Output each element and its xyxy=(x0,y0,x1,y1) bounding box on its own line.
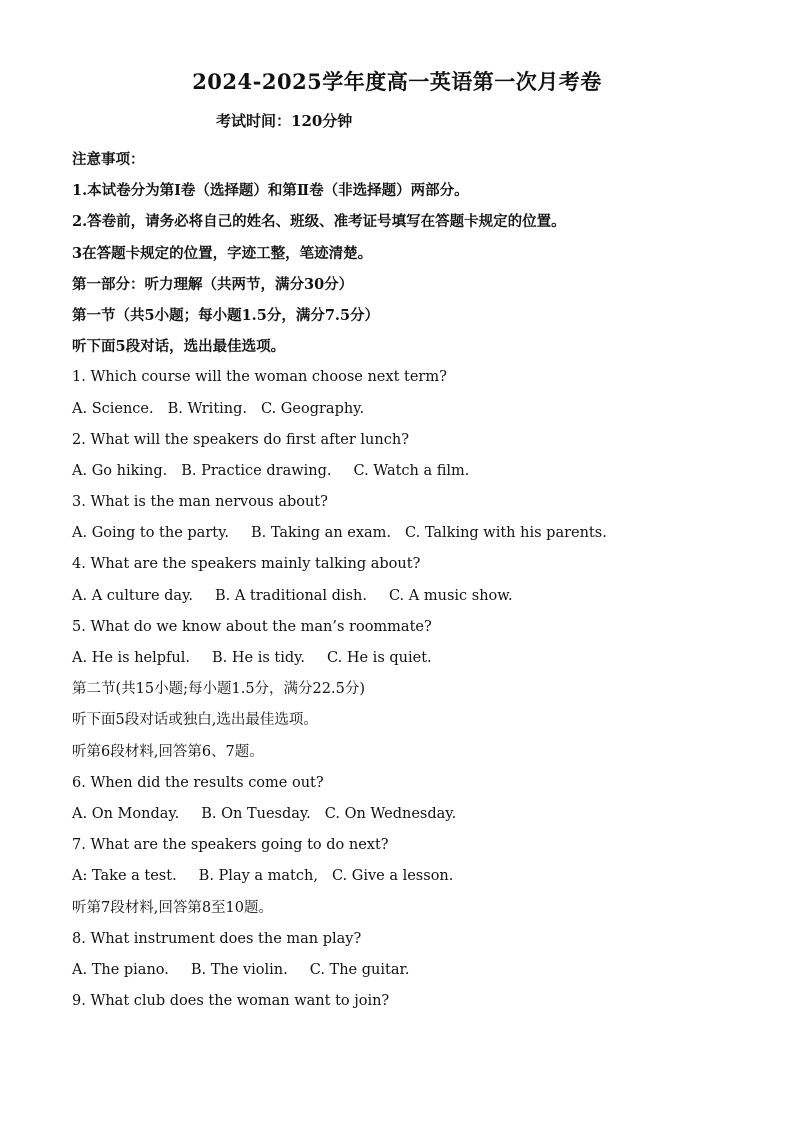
option-a: A. Going to the party. xyxy=(72,525,229,542)
question-4-stem: 4. What are the speakers mainly talking about? xyxy=(72,556,421,573)
question-8-options xyxy=(72,955,752,986)
notes-heading: 注意事项： xyxy=(72,151,145,168)
option-a: A. Go hiking. xyxy=(72,462,168,479)
question-5-stem: 5. What do we know about the man’s roommate? xyxy=(72,618,432,635)
option-a: A. The piano. xyxy=(72,961,169,978)
note-item-2: 2.答卷前，请务必将自己的姓名、班级、准考证号填写在答题卡规定的位置。 xyxy=(72,213,566,231)
question-1-stem: 1. Which course will the woman choose next term? xyxy=(72,369,447,386)
page-title: 2024-2025学年度高一英语第一次月考卷 xyxy=(192,69,602,94)
question-4-options xyxy=(72,581,752,612)
question-2-options xyxy=(72,456,752,487)
option-c: C. A music show. xyxy=(388,587,513,604)
option-c: C. He is quiet. xyxy=(327,650,432,666)
option-b: B. The violin. xyxy=(190,961,288,978)
option-a: A: Take a test. xyxy=(72,868,177,885)
question-7-stem: 7. What are the speakers going to do next? xyxy=(72,837,389,854)
option-c: C. Talking with his parents. xyxy=(405,525,607,542)
section1-heading: 第一节（共5小题；每小题1.5分，满分7.5分） xyxy=(72,306,380,324)
option-b: B. Taking an exam. xyxy=(250,525,392,542)
option-a: A. He is helpful. xyxy=(72,650,191,666)
option-b: B. A traditional dish. xyxy=(214,587,367,604)
question-9-stem: 9. What club does the woman want to join? xyxy=(72,993,390,1010)
note-item-3: 3在答题卡规定的位置，字迹工整，笔迹清楚。 xyxy=(72,244,373,262)
section2-heading: 第二节(共15小题;每小题1.5分，满分22.5分) xyxy=(72,681,365,698)
question-6-options xyxy=(72,799,752,830)
option-a: A. On Monday. xyxy=(72,805,180,822)
exam-content xyxy=(72,144,752,1017)
exam-time: 考试时间：120分钟 xyxy=(216,112,353,130)
part1-heading: 第一部分：听力理解（共两节，满分30分） xyxy=(72,275,354,293)
option-c: C. Watch a film. xyxy=(353,462,470,479)
option-b: B. Play a match, xyxy=(198,868,318,885)
option-c: C. The guitar. xyxy=(309,961,410,978)
option-c: C. On Wednesday. xyxy=(324,805,457,822)
option-a: A. A culture day. xyxy=(72,587,193,604)
section2-instruction: 听下面5段对话或独白,选出最佳选项。 xyxy=(72,712,318,729)
question-3-stem: 3. What is the man nervous about? xyxy=(72,494,328,511)
question-8-stem: 8. What instrument does the man play? xyxy=(72,930,362,947)
section1-instruction: 听下面5段对话，选出最佳选项。 xyxy=(72,338,286,356)
note-item-1: 1.本试卷分为第I卷（选择题）和第Ⅱ卷（非选择题）两部分。 xyxy=(72,182,469,200)
material-6-instruction: 听第6段材料,回答第6、7题。 xyxy=(72,743,264,760)
question-6-stem: 6. When did the results come out? xyxy=(72,774,324,791)
question-3-options xyxy=(72,518,752,549)
option-c: C. Give a lesson. xyxy=(331,868,454,885)
option-b: B. Practice drawing. xyxy=(181,462,332,479)
option-b: B. Writing. xyxy=(167,400,248,417)
question-5-options xyxy=(72,643,752,674)
option-a: A. Science. xyxy=(72,400,154,417)
question-1-options xyxy=(72,394,752,425)
option-b: B. On Tuesday. xyxy=(201,805,311,822)
question-7-options xyxy=(72,861,752,892)
question-2-stem: 2. What will the speakers do first after lunch? xyxy=(72,431,409,448)
option-c: C. Geography. xyxy=(261,400,365,417)
material-7-instruction: 听第7段材料,回答第8至10题。 xyxy=(72,899,274,916)
option-b: B. He is tidy. xyxy=(212,650,306,666)
